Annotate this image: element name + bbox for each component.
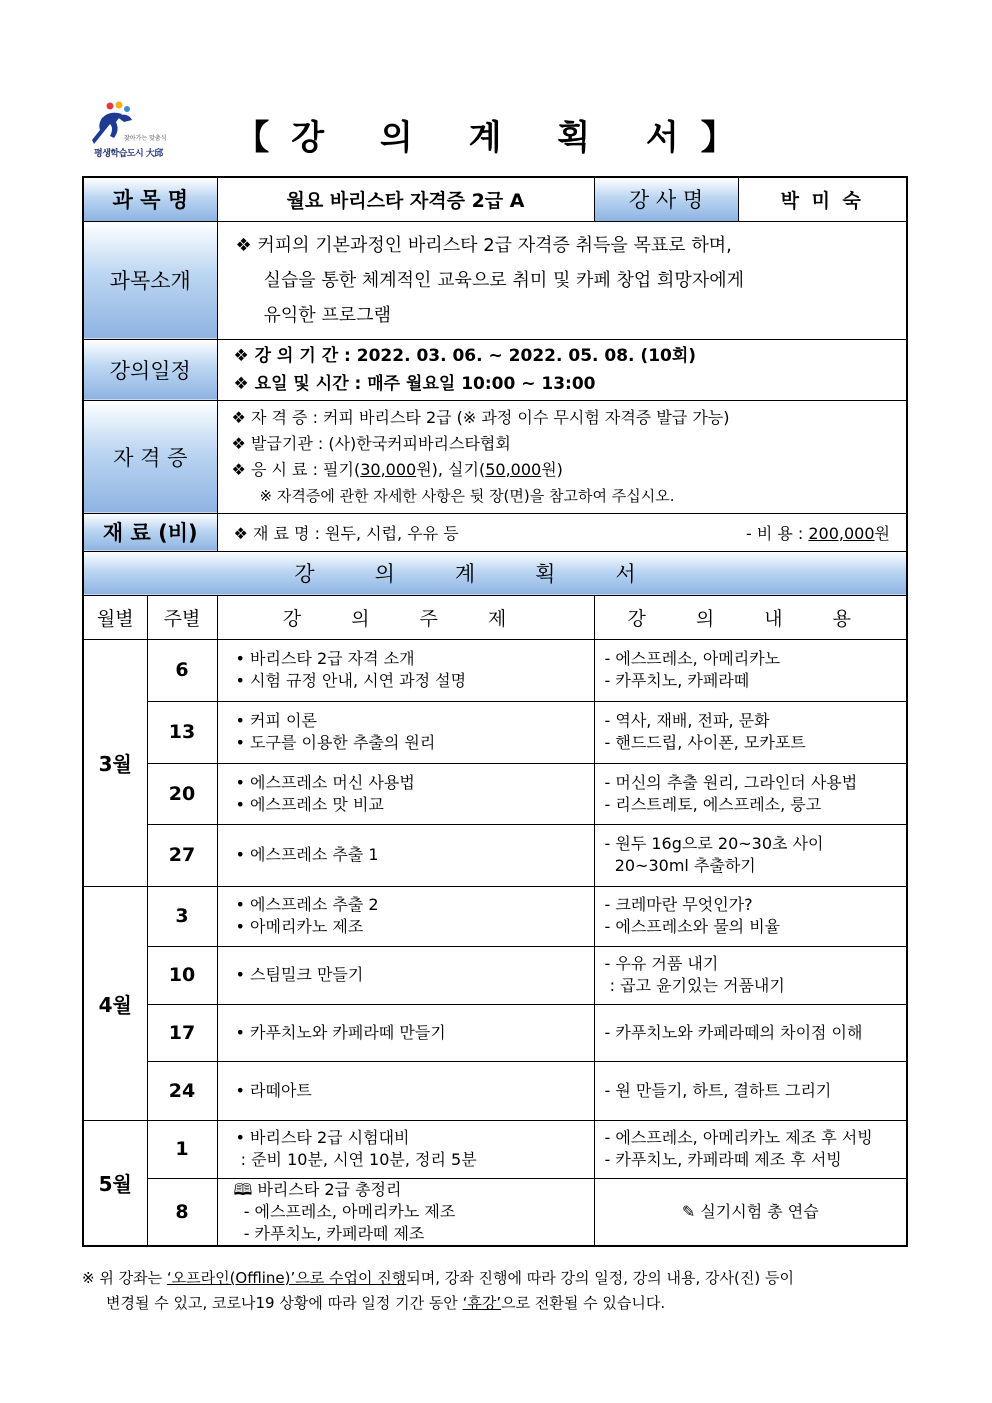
content-line: - 카푸치노, 카페라떼 [604, 671, 750, 690]
cert-fee-pre: ❖ 응 시 료 : 필기( [231, 459, 361, 479]
cert-issuer: ❖ 발급기관 : (사)한국커피바리스타협회 [231, 433, 511, 453]
content-line: - 에스프레소와 물의 비율 [604, 917, 781, 936]
content-line: - 에스프레소, 아메리카노 제조 후 서빙 [604, 1128, 873, 1147]
content-cell [594, 763, 907, 824]
week-cell: 20 [147, 763, 217, 824]
table-row [83, 1004, 907, 1061]
cert-name: ❖ 자 격 증 : 커피 바리스타 2급 (※ 과정 이수 무시험 자격증 발급 가능) [231, 407, 730, 427]
content-cell [594, 1178, 907, 1246]
topic-cell [217, 1120, 594, 1178]
content-cell [594, 824, 907, 886]
col-topic: 강 의 주 제 [217, 595, 594, 639]
week-cell: 6 [147, 639, 217, 701]
plan-section-title: 강의계획서 [83, 551, 907, 595]
content-line: - 리스트레토, 에스프레소, 룽고 [604, 794, 822, 814]
footer-note [82, 1266, 912, 1316]
content-line: : 곱고 윤기있는 거품내기 [604, 976, 785, 995]
table-row [83, 946, 907, 1004]
topic-line: • 바리스타 2급 자격 소개 [235, 649, 415, 668]
cost-label: - 비 용 : [745, 523, 809, 543]
content-cell [594, 701, 907, 763]
topic-line: • 바리스타 2급 시험대비 [235, 1128, 410, 1147]
topic-line: - 카푸치노, 카페라떼 제조 [233, 1223, 425, 1243]
cert-fee-mid: 원), 실기( [416, 459, 486, 479]
subject-value: 월요 바리스타 자격증 2급 A [217, 177, 594, 221]
week-cell: 10 [147, 946, 217, 1004]
footer-closure: ‘휴강’ [462, 1294, 502, 1312]
cert-text [217, 400, 907, 513]
page-title: 【강 의 계 획 서】 [235, 118, 757, 158]
table-row [83, 701, 907, 763]
cert-fee-post: 원) [541, 459, 563, 479]
topic-cell [217, 701, 594, 763]
topic-line: - 에스프레소, 아메리카노 제조 [233, 1201, 456, 1221]
content-line: - 크레마란 무엇인가? [604, 895, 753, 914]
week-cell: 24 [147, 1061, 217, 1120]
schedule-text [217, 339, 907, 400]
material-text [217, 513, 907, 551]
content-line: - 에스프레소, 아메리카노 [604, 649, 781, 668]
footer-offline: ‘오프라인(Offline)’으로 수업이 진행 [166, 1269, 407, 1287]
schedule-label: 강의일정 [83, 339, 217, 400]
topic-line: : 준비 10분, 시연 10분, 정리 5분 [235, 1150, 477, 1169]
topic-line: • 아메리카노 제조 [235, 917, 364, 936]
cert-label: 자 격 증 [83, 400, 217, 513]
material-label: 재 료 (비) [83, 513, 217, 551]
topic-line: • 라떼아트 [235, 1080, 312, 1100]
content-line: - 우유 거품 내기 [604, 954, 719, 973]
table-row [83, 1178, 907, 1246]
content-cell [594, 1004, 907, 1061]
table-row [83, 824, 907, 886]
content-cell [594, 1061, 907, 1120]
topic-cell [217, 886, 594, 946]
footer-p3: 되며, 강좌 진행에 따라 강의 일정, 강의 내용, 강사(진) 등이 [406, 1269, 794, 1287]
col-month: 월별 [83, 595, 147, 639]
content-cell [594, 639, 907, 701]
topic-line: • 스팀밀크 만들기 [235, 965, 364, 984]
cert-fee [232, 457, 893, 483]
logo-city-name: 평생학습도시 大邱 [94, 149, 163, 159]
topic-cell [217, 1061, 594, 1120]
table-row [83, 1061, 907, 1120]
week-cell: 13 [147, 701, 217, 763]
week-cell: 1 [147, 1120, 217, 1178]
intro-text [217, 221, 907, 339]
footer-line-2 [82, 1291, 912, 1316]
table-row [83, 886, 907, 946]
content-line: - 핸드드립, 사이폰, 모카포트 [604, 733, 806, 752]
content-line: 20~30ml 추출하기 [604, 856, 756, 875]
subject-label: 과 목 명 [83, 177, 217, 221]
content-line: - 카푸치노, 카페라떼 제조 후 서빙 [604, 1150, 842, 1169]
week-cell: 27 [147, 824, 217, 886]
topic-cell [217, 824, 594, 886]
schedule-period: ❖ 강 의 기 간 : 2022. 03. 06. ~ 2022. 05. 08. (10회) [233, 345, 697, 366]
topic-cell [217, 1178, 594, 1246]
table-row [83, 639, 907, 701]
topic-line: • 시험 규정 안내, 시연 과정 설명 [235, 671, 467, 690]
cert-fee-written: 30,000 [360, 459, 417, 479]
content-cell [594, 1120, 907, 1178]
footer-p1: ※ 위 강좌는 [82, 1269, 167, 1287]
content-line: - 역사, 재배, 전파, 문화 [604, 711, 770, 730]
topic-cell [217, 946, 594, 1004]
col-week: 주별 [147, 595, 217, 639]
schedule-time: ❖ 요일 및 시간 : 매주 월요일 10:00 ~ 13:00 [233, 373, 596, 394]
week-cell: 17 [147, 1004, 217, 1061]
topic-line: • 커피 이론 [235, 711, 317, 730]
content-line: ✎ 실기시험 총 연습 [681, 1201, 819, 1221]
month-march: 3월 [83, 639, 147, 886]
month-april: 4월 [83, 886, 147, 1120]
topic-cell [217, 639, 594, 701]
footer-p4: 변경될 수 있고, 코로나19 상황에 따라 일정 기간 동안 [106, 1294, 463, 1312]
footer-p6: 으로 전환될 수 있습니다. [501, 1294, 666, 1312]
table-row [83, 763, 907, 824]
material-value: ❖ 재 료 명 : 원두, 시럽, 우유 등 [233, 523, 459, 543]
week-cell: 3 [147, 886, 217, 946]
content-cell [594, 886, 907, 946]
cost-unit: 원 [874, 523, 891, 543]
cert-fee-practical: 50,000 [485, 459, 542, 479]
table-row [83, 1120, 907, 1178]
material-cost [746, 521, 890, 544]
intro-line-2: 실습을 통한 체계적인 교육으로 취미 및 카페 창업 희망자에게 [263, 269, 744, 291]
topic-cell [217, 763, 594, 824]
logo-tagline: 찾아가는 맞춤식 [124, 135, 167, 142]
content-line: - 카푸치노와 카페라떼의 차이점 이해 [604, 1022, 863, 1042]
col-content: 강 의 내 용 [594, 595, 907, 639]
month-may: 5월 [83, 1120, 147, 1246]
topic-line: 🕮 바리스타 2급 총정리 [233, 1179, 402, 1199]
week-cell: 8 [147, 1178, 217, 1246]
intro-line-1: ❖ 커피의 기본과정인 바리스타 2급 자격증 취득을 목표로 하며, [235, 234, 732, 256]
intro-line-3: 유익한 프로그램 [263, 304, 391, 326]
content-cell [594, 946, 907, 1004]
topic-line: • 도구를 이용한 추출의 원리 [235, 733, 436, 752]
topic-line: • 에스프레소 머신 사용법 [235, 772, 415, 792]
topic-line: • 에스프레소 추출 2 [235, 895, 379, 914]
topic-line: • 카푸치노와 카페라떼 만들기 [235, 1022, 446, 1042]
instructor-label: 강 사 명 [594, 177, 738, 221]
topic-cell [217, 1004, 594, 1061]
course-plan-table [82, 176, 908, 1247]
intro-label: 과목소개 [83, 221, 217, 339]
cert-note: ※ 자격증에 관한 자세한 사항은 뒷 장(면)을 참고하여 주십시오. [259, 486, 675, 505]
instructor-value: 박 미 숙 [738, 177, 907, 221]
content-line: - 원두 16g으로 20~30초 사이 [604, 834, 824, 853]
topic-line: • 에스프레소 추출 1 [235, 845, 379, 864]
cost-amount: 200,000 [808, 523, 875, 543]
content-line: - 머신의 추출 원리, 그라인더 사용법 [604, 772, 858, 792]
topic-line: • 에스프레소 맛 비교 [235, 794, 384, 814]
content-line: - 원 만들기, 하트, 결하트 그리기 [604, 1080, 832, 1100]
